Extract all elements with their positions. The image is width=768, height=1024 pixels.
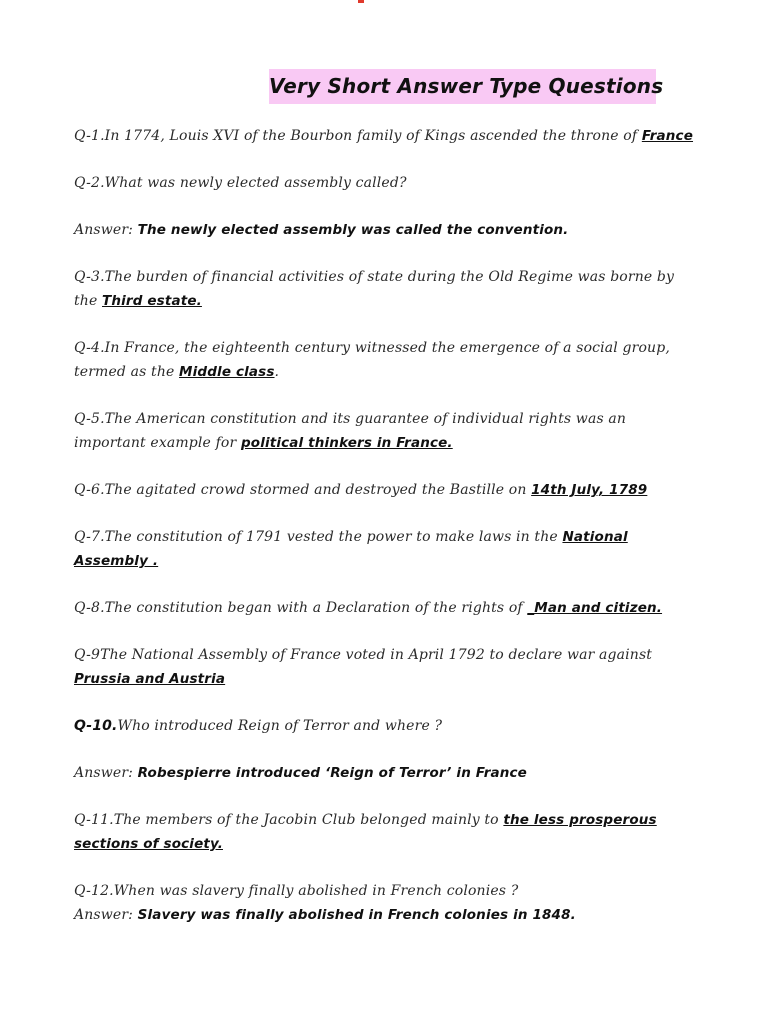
answer-text: Prussia and Austria [74,671,226,687]
question-6 [74,478,696,502]
page-title: Very Short Answer Type Questions [269,74,664,98]
answer-text: political thinkers in France. [240,435,453,451]
question-list [74,124,696,927]
question-text: Q-6.The agitated crowd stormed and destroyed the Bastille on [74,482,527,498]
answer-12 [74,903,696,927]
question-5 [74,407,696,455]
question-text: Who introduced Reign of Terror and where ? [117,718,443,734]
answer-suffix: . [274,364,280,380]
question-number: Q-10. [74,718,118,734]
question-2 [74,171,696,195]
question-text: Q-12.When was slavery finally abolished in French colonies ? [74,883,519,899]
question-text: Q-9The National Assembly of France voted in April 1792 to declare war against [74,647,653,663]
answer-label: Answer: [74,222,134,238]
answer-text: 14th July, 1789 [531,482,648,498]
top-edge-mark [358,0,364,3]
answer-text: Middle class [179,364,275,380]
question-10 [74,714,696,738]
question-11 [74,808,696,856]
answer-text: The newly elected assembly was called the convention. [137,222,569,238]
answer-10 [74,761,696,785]
question-8 [74,596,696,620]
question-3 [74,265,696,313]
question-text: Q-4.In France, the eighteenth century witnessed the emergence of a social group, termed as the [74,340,670,380]
answer-text: Robespierre introduced ‘Reign of Terror’ in France [137,765,527,781]
answer-label: Answer: [74,765,134,781]
answer-text: the less prosperous sections of society. [74,812,657,852]
question-text: Q-5.The American constitution and its guarantee of individual rights was an important example for [74,411,627,451]
answer-2 [74,218,696,242]
question-text: Q-1.In 1774, Louis XVI of the Bourbon family of Kings ascended the throne of [74,128,638,144]
question-4 [74,336,696,384]
title-highlight [269,69,664,104]
question-text: Q-7.The constitution of 1791 vested the power to make laws in the [74,529,558,545]
answer-text: Slavery was finally abolished in French colonies in 1848. [137,907,576,923]
question-text: Q-11.The members of the Jacobin Club belonged mainly to [74,812,499,828]
answer-text: France [641,128,694,144]
question-1 [74,124,696,148]
question-text: Q-2.What was newly elected assembly called? [74,175,407,191]
question-7 [74,525,696,573]
question-9 [74,643,696,691]
answer-text: _Man and citizen. [527,600,663,616]
question-12 [74,879,696,903]
answer-label: Answer: [74,907,134,923]
answer-text: National Assembly . [74,529,628,569]
question-text: Q-3.The burden of financial activities of state during the Old Regime was borne by the [74,269,675,309]
answer-text: Third estate. [102,293,202,309]
question-text: Q-8.The constitution began with a Declaration of the rights of [74,600,523,616]
